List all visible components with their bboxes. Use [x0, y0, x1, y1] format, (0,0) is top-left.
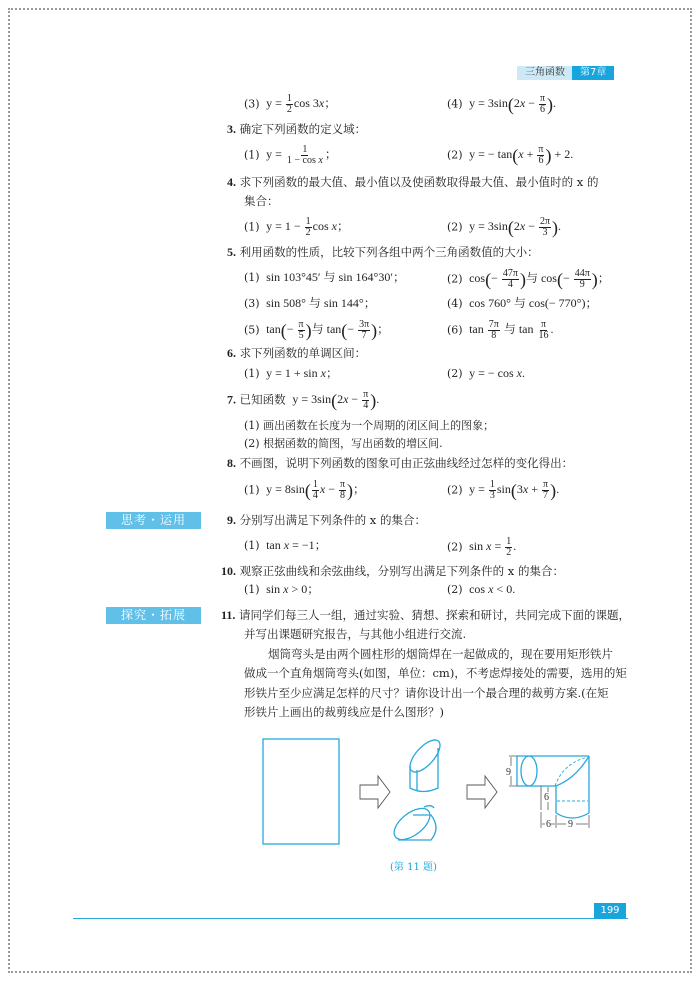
question-text: 请同学们每三人一组，通过实验、猜想、探索和研讨，共同完成下面的课题， — [239, 608, 630, 622]
q7-item-1 — [244, 418, 494, 434]
item-label: (2) — [447, 583, 463, 596]
q4-item-1 — [244, 217, 349, 238]
question-number: 6. — [227, 346, 236, 360]
question-number: 3. — [227, 122, 236, 136]
q2-item-4 — [447, 94, 556, 115]
math-expr: cos x < 0. — [466, 582, 516, 596]
q6-stem — [227, 345, 366, 361]
math-expr: y = − tan(x + $\frac{\pi}{6}$ ) + 2. — [466, 144, 574, 166]
question-text: 求下列函数的单调区间： — [239, 346, 367, 360]
arrow-right-icon — [360, 776, 390, 808]
q10-item-2 — [447, 581, 515, 598]
q10-stem — [221, 563, 564, 579]
dim-bottom-right-label: 9 — [568, 819, 573, 830]
question-text: 确定下列函数的定义域： — [239, 122, 367, 136]
question-text: 不画图，说明下列函数的图象可由正弦曲线经过怎样的变化得出： — [239, 456, 574, 470]
item-label: (3) — [244, 297, 260, 310]
math-expr: y = $\frac{1}{\text{1 − cos x}}$ ； — [263, 144, 337, 166]
q11-line-4: 做成一个直角烟筒弯头(如图，单位：cm)，不考虑焊接处的需要，选用的矩 — [244, 666, 627, 680]
q9-item-1 — [244, 537, 327, 554]
q5-stem — [227, 244, 539, 260]
q6-item-2 — [447, 365, 525, 382]
math-expr: tan x = −1； — [263, 538, 327, 552]
math-expr: y = 1 + sin x； — [263, 366, 338, 380]
q5-item-5 — [244, 320, 389, 341]
question-text: 观察正弦曲线和余弦曲线，分别写出满足下列条件的 x 的集合： — [239, 564, 564, 578]
question-text: 分别写出满足下列条件的 x 的集合： — [239, 513, 426, 527]
question-number: 9. — [227, 513, 236, 527]
math-expr: sin 103°45′ 与 sin 164°30′； — [263, 270, 405, 284]
math-expr: sin x = $\frac{1}{2}$ . — [466, 536, 517, 558]
chimney-elbow-figure — [255, 730, 605, 860]
section-label-explore-extend: 探究・拓展 — [106, 607, 201, 624]
arrow-right-icon — [467, 776, 497, 808]
math-expr: sin 508° 与 sin 144°； — [263, 296, 376, 310]
item-label: (3) — [244, 97, 260, 111]
figure-caption: (第 11 题) — [390, 862, 437, 873]
q11-line-5: 形铁片至少应满足怎样的尺寸？请你设计出一个最合理的裁剪方案.(在矩 — [244, 686, 609, 700]
math-expr: y = 3sin(2x − $\frac{\pi}{4}$ ). — [289, 389, 380, 411]
dim-bottom-left-label: 6 — [546, 819, 551, 830]
q3-item-2 — [447, 145, 573, 166]
item-label: (6) — [447, 323, 463, 337]
math-expr: tan(− $\frac{\pi}{5}$ )与 tan(− $\frac{3\pi}{7}$ )； — [263, 319, 390, 341]
q3-stem — [227, 121, 366, 137]
q8-item-1 — [244, 480, 365, 501]
q5-item-1 — [244, 269, 405, 286]
item-label: (1) — [244, 419, 260, 432]
math-expr: y = 3sin(2x − $\frac{2\pi}{3}$ ). — [466, 216, 562, 238]
item-label: (1) — [244, 271, 260, 284]
item-label: (4) — [447, 297, 463, 310]
q11-line-1 — [221, 607, 630, 623]
q9-stem — [227, 512, 426, 528]
page-number: 199 — [594, 903, 626, 919]
slanted-cylinder-lower — [389, 802, 436, 845]
item-label: (1) — [244, 583, 260, 596]
item-label: (4) — [447, 97, 463, 111]
question-number: 8. — [227, 456, 236, 470]
header-topic: 三角函数 — [517, 66, 572, 80]
item-text: 画出函数在长度为一个周期的闭区间上的图象； — [263, 419, 495, 432]
item-label: (2) — [447, 367, 463, 380]
math-expr: y = − cos x. — [466, 366, 525, 380]
question-number: 5. — [227, 245, 236, 259]
iron-sheet-rect — [263, 739, 339, 844]
q2-item-3 — [244, 94, 336, 115]
question-number: 11. — [221, 608, 236, 622]
item-label: (2) — [447, 220, 463, 234]
q5-item-2 — [447, 269, 610, 290]
q6-item-1 — [244, 365, 338, 382]
math-expr: sin x > 0； — [263, 582, 320, 596]
math-expr: y = 8sin( $\frac{1}{4}$ x − $\frac{\pi}{8}$ )； — [263, 479, 366, 501]
item-label: (5) — [244, 323, 260, 337]
question-number: 10. — [221, 564, 236, 578]
q9-item-2 — [447, 537, 516, 558]
question-text: 求下列函数的最大值、最小值以及使函数取得最大值、最小值时的 x 的 — [239, 175, 599, 189]
question-text: 已知函数 — [239, 392, 286, 407]
q11-line-3: 烟筒弯头是由两个圆柱形的烟筒焊在一起做成的，现在要用矩形铁片 — [268, 647, 613, 661]
chapter-header-tag — [517, 66, 614, 80]
q8-item-2 — [447, 480, 559, 501]
section-label-think-apply: 思考・运用 — [106, 512, 201, 529]
question-number: 4. — [227, 175, 236, 189]
item-label: (2) — [244, 437, 260, 450]
question-number: 7. — [227, 392, 236, 407]
item-label: (2) — [447, 540, 463, 554]
item-label: (2) — [447, 483, 463, 497]
math-expr: cos(− $\frac{47\pi}{4}$ )与 cos(− $\frac{44\pi}{9}$ )； — [466, 268, 610, 290]
math-expr: tan $\frac{7\pi}{8}$ 与 tan $\frac{\pi}{16}$ . — [466, 319, 554, 341]
q5-item-4 — [447, 295, 597, 312]
math-expr: cos 760° 与 cos(− 770°)； — [466, 296, 598, 310]
math-expr: y = $\frac{1}{2}$ cos 3x； — [263, 93, 337, 115]
header-chapter: 第7章 — [572, 66, 614, 80]
q7-item-2 — [244, 436, 443, 452]
item-label: (2) — [447, 148, 463, 162]
q11-line-6: 形铁片上画出的裁剪线应是什么图形？) — [244, 705, 444, 719]
q10-item-1 — [244, 581, 319, 598]
item-label: (1) — [244, 539, 260, 552]
q5-item-3 — [244, 295, 376, 312]
math-expr: y = $\frac{1}{3}$ sin(3x + $\frac{\pi}{7}$ ). — [466, 479, 560, 501]
item-label: (1) — [244, 367, 260, 380]
q5-item-6 — [447, 320, 554, 341]
q11-line-2: 并写出课题研究报告，与其他小组进行交流. — [244, 627, 467, 641]
q4-stem-line2: 集合： — [244, 194, 279, 208]
q8-stem — [227, 455, 573, 471]
footer-rule — [73, 918, 628, 919]
item-label: (1) — [244, 483, 260, 497]
q4-item-2 — [447, 217, 561, 238]
math-expr: y = 1 − $\frac{1}{2}$ cos x； — [263, 216, 349, 238]
item-label: (2) — [447, 272, 463, 286]
dim-height-label: 9 — [506, 767, 511, 778]
math-expr: y = 3sin(2x − $\frac{\pi}{6}$ ). — [466, 93, 557, 115]
slanted-cylinder-upper — [405, 735, 445, 791]
q4-stem-line1 — [227, 174, 598, 190]
q7-stem — [227, 390, 379, 411]
item-label: (1) — [244, 220, 260, 234]
question-text: 利用函数的性质，比较下列各组中两个三角函数值的大小： — [239, 245, 539, 259]
q3-item-1 — [244, 145, 337, 166]
item-label: (1) — [244, 148, 260, 162]
dim-inner-label: 6 — [544, 792, 549, 803]
right-angle-elbow — [517, 756, 589, 818]
item-text: 根据函数的简图，写出函数的增区间. — [263, 437, 443, 450]
